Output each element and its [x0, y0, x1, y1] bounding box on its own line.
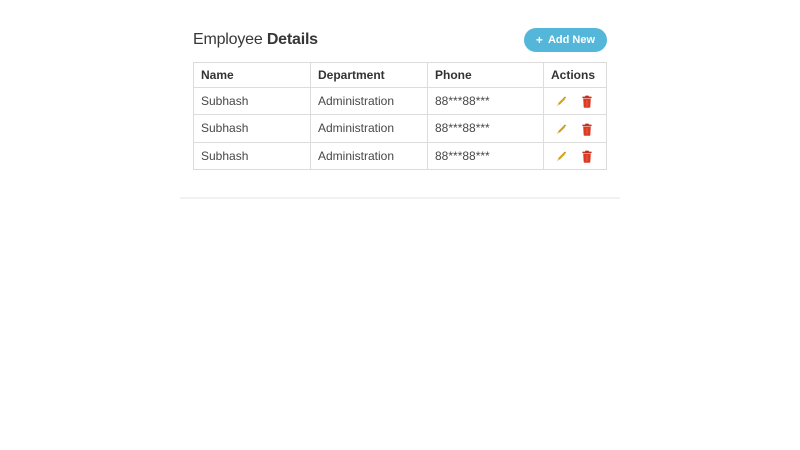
trash-icon	[582, 95, 592, 108]
delete-button[interactable]	[581, 150, 593, 163]
header-department: Department	[311, 63, 428, 88]
trash-icon	[582, 150, 592, 163]
delete-button[interactable]	[581, 123, 593, 136]
cell-actions	[544, 88, 607, 115]
cell-phone: 88***88***	[428, 88, 544, 115]
page-title-bold: Details	[266, 31, 318, 48]
edit-button[interactable]	[554, 150, 566, 163]
cell-phone: 88***88***	[428, 142, 544, 169]
add-new-button[interactable]	[524, 28, 607, 52]
header-row	[194, 63, 607, 88]
edit-button[interactable]	[554, 123, 566, 136]
employee-table-body	[194, 88, 607, 170]
cell-department: Administration	[311, 142, 428, 169]
header-name: Name	[194, 63, 311, 88]
employee-table-head	[194, 63, 607, 88]
cell-phone: 88***88***	[428, 115, 544, 142]
pencil-icon	[554, 95, 566, 108]
table-row	[194, 88, 607, 115]
page-title	[193, 31, 318, 49]
trash-icon	[582, 123, 592, 136]
divider	[180, 197, 620, 199]
edit-button[interactable]	[554, 95, 566, 108]
cell-department: Administration	[311, 88, 428, 115]
cell-department: Administration	[311, 115, 428, 142]
delete-button[interactable]	[581, 95, 593, 108]
page-title-normal: Employee	[193, 31, 263, 48]
header-phone: Phone	[428, 63, 544, 88]
plus-icon: +	[535, 33, 543, 47]
employee-table	[193, 62, 607, 170]
table-row	[194, 115, 607, 142]
pencil-icon	[554, 123, 566, 136]
cell-actions	[544, 142, 607, 169]
cell-name: Subhash	[194, 142, 311, 169]
cell-actions	[544, 115, 607, 142]
page-header	[193, 28, 607, 52]
content-container	[180, 0, 620, 199]
cell-name: Subhash	[194, 88, 311, 115]
header-actions: Actions	[544, 63, 607, 88]
table-row	[194, 142, 607, 169]
add-new-button-label: Add New	[547, 34, 595, 46]
pencil-icon	[554, 150, 566, 163]
cell-name: Subhash	[194, 115, 311, 142]
